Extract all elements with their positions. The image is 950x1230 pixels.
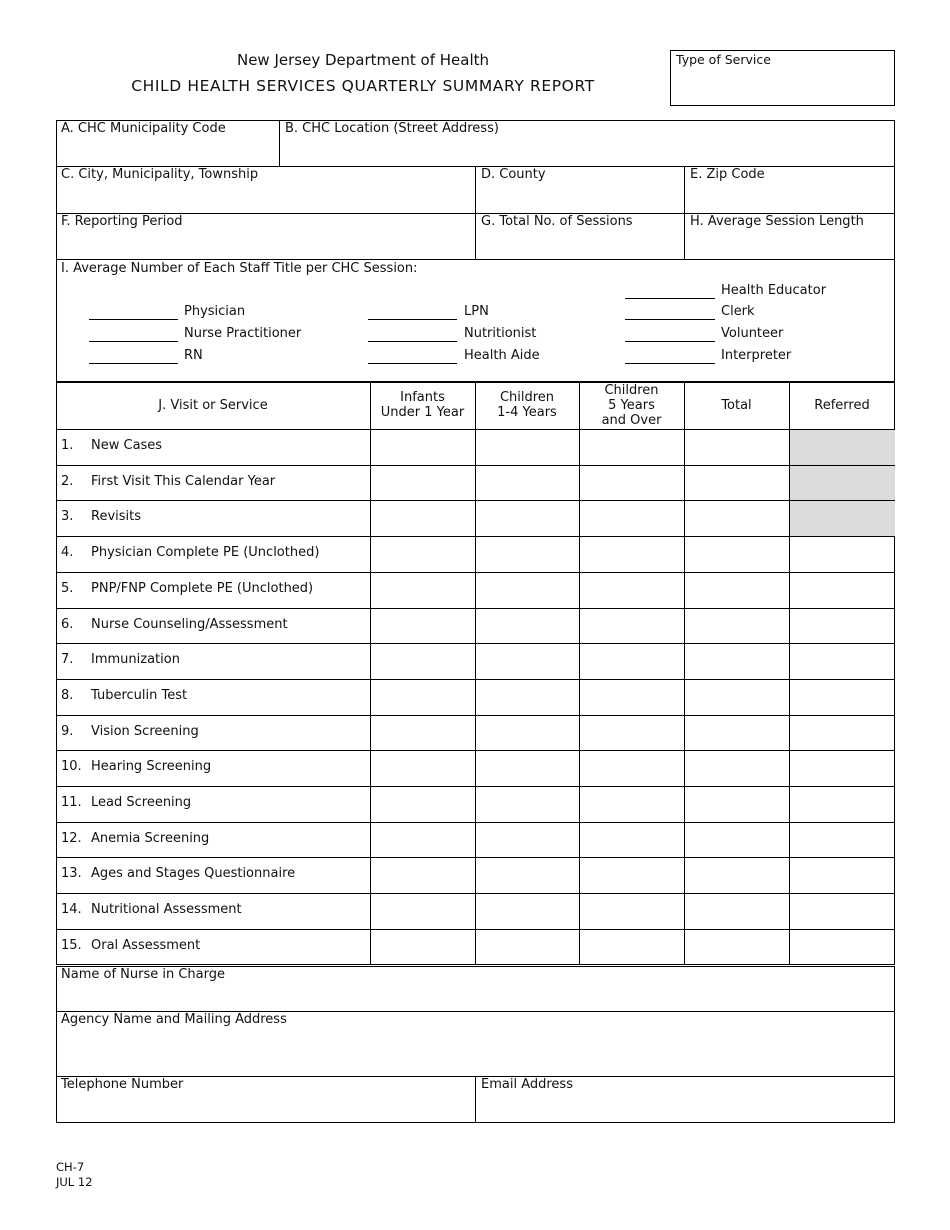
total-cell-input[interactable] [686,931,787,963]
clerk-blank[interactable] [625,319,715,320]
children-1-4-cell-input[interactable] [477,502,577,534]
row-label: Anemia Screening [91,830,210,846]
header-children-5-years: 5 Years [608,398,655,413]
total-cell-input[interactable] [686,645,787,677]
total-cell-input[interactable] [686,895,787,927]
nurse-in-charge-label: Name of Nurse in Charge [61,967,225,982]
interpreter-blank[interactable] [625,363,715,364]
row-number: 13. [61,866,82,882]
avg-session-length-input[interactable] [689,233,891,255]
children-5-over-cell-input[interactable] [581,788,682,820]
form-code: CH-7 [56,1160,85,1174]
nurse-practitioner-blank[interactable] [89,341,178,342]
children-1-4-cell-input[interactable] [477,538,577,570]
municipality-code-input[interactable] [60,140,275,162]
row-number: 2. [61,473,74,489]
row-label: New Cases [91,438,163,453]
children-5-over-cell-input[interactable] [581,574,682,606]
city-input[interactable] [60,186,470,208]
staff-lpn: LPN [464,304,489,319]
children-5-over-cell-input[interactable] [581,681,682,713]
row-number: 9. [61,723,74,739]
children-1-4-cell-input[interactable] [477,574,577,606]
children-5-over-cell-input[interactable] [581,824,682,856]
children-5-over-cell-input[interactable] [581,645,682,677]
field-b-label: B. CHC Location (Street Address) [285,121,499,136]
referred-cell-input[interactable] [791,574,893,606]
children-5-over-cell-input[interactable] [581,752,682,784]
total-cell-input[interactable] [686,717,787,749]
referred-cell-input[interactable] [791,610,893,642]
referred-cell-input[interactable] [791,788,893,820]
telephone-input[interactable] [60,1097,470,1119]
children-1-4-cell-input[interactable] [477,895,577,927]
shaded-cell [790,501,895,536]
row-number: 4. [61,545,74,561]
staff-volunteer: Volunteer [721,326,784,341]
total-cell-input[interactable] [686,502,787,534]
shaded-cell [790,466,895,501]
referred-cell-input[interactable] [791,645,893,677]
infants-cell-input[interactable] [372,859,473,891]
children-1-4-cell-input[interactable] [477,717,577,749]
infants-cell-input[interactable] [372,788,473,820]
row-number: 15. [61,937,82,953]
children-1-4-cell-input[interactable] [477,788,577,820]
row-number: 6. [61,616,74,632]
header-infants-age: Under 1 Year [380,405,465,420]
staff-heading: I. Average Number of Each Staff Title per CHC Session: [61,261,418,276]
nurse-in-charge-input[interactable] [60,986,890,1008]
row-label: Revisits [91,509,142,525]
agency-address-input[interactable] [60,1031,890,1073]
infants-cell-input[interactable] [372,431,473,463]
row-label: Immunization [91,652,180,668]
children-1-4-cell-input[interactable] [477,752,577,784]
total-cell-input[interactable] [686,431,787,463]
row-label: Ages and Stages Questionnaire [91,866,296,882]
row-label: Lead Screening [91,795,192,810]
row-number: 8. [61,687,74,703]
email-input[interactable] [480,1097,890,1119]
header-total: Total [721,398,752,413]
staff-health-aide: Health Aide [464,348,540,363]
header-children-1-4: Children [499,390,555,405]
referred-cell-input[interactable] [791,681,893,713]
reporting-period-input[interactable] [60,233,470,255]
referred-cell-input[interactable] [791,931,893,963]
field-d-label: D. County [481,167,546,182]
infants-cell-input[interactable] [372,824,473,856]
row-number: 5. [61,580,74,596]
total-cell-input[interactable] [686,824,787,856]
header-infants: Infants [400,390,445,405]
chc-location-input[interactable] [284,140,890,162]
staff-nutritionist: Nutritionist [464,326,537,341]
children-5-over-cell-input[interactable] [581,931,682,963]
header-children-1-4-age: 1-4 Years [497,405,557,420]
infants-cell-input[interactable] [372,717,473,749]
row-label: Nutritional Assessment [91,902,242,918]
staff-interpreter: Interpreter [721,348,792,363]
row-label: Hearing Screening [91,759,212,775]
agency-address-label: Agency Name and Mailing Address [61,1012,287,1027]
children-1-4-cell-input[interactable] [477,681,577,713]
children-1-4-cell-input[interactable] [477,467,577,499]
form-date: JUL 12 [56,1175,93,1189]
field-e-label: E. Zip Code [690,167,765,182]
children-5-over-cell-input[interactable] [581,431,682,463]
infants-cell-input[interactable] [372,645,473,677]
infants-cell-input[interactable] [372,610,473,642]
children-1-4-cell-input[interactable] [477,824,577,856]
children-1-4-cell-input[interactable] [477,610,577,642]
referred-cell-input[interactable] [791,895,893,927]
header-referred: Referred [814,398,870,413]
row-label: Nurse Counseling/Assessment [91,616,288,632]
total-sessions-input[interactable] [480,233,680,255]
total-cell-input[interactable] [686,610,787,642]
infants-cell-input[interactable] [372,467,473,499]
referred-cell-input[interactable] [791,752,893,784]
children-1-4-cell-input[interactable] [477,859,577,891]
field-h-label: H. Average Session Length [690,214,864,229]
total-cell-input[interactable] [686,859,787,891]
row-label: Physician Complete PE (Unclothed) [91,545,320,561]
total-cell-input[interactable] [686,681,787,713]
email-label: Email Address [481,1077,573,1092]
physician-blank[interactable] [89,319,178,320]
staff-health-educator: Health Educator [721,283,827,298]
children-5-over-cell-input[interactable] [581,467,682,499]
health-educator-blank[interactable] [625,298,715,299]
row-number: 7. [61,652,74,668]
field-c-label: C. City, Municipality, Township [61,167,259,182]
infants-cell-input[interactable] [372,538,473,570]
row-label: First Visit This Calendar Year [91,473,276,489]
lpn-blank[interactable] [368,319,457,320]
health-aide-blank[interactable] [368,363,457,364]
form-title: CHILD HEALTH SERVICES QUARTERLY SUMMARY REPORT [131,77,595,95]
field-a-label: A. CHC Municipality Code [61,121,226,136]
total-cell-input[interactable] [686,788,787,820]
agency-name: New Jersey Department of Health [236,51,489,69]
infants-cell-input[interactable] [372,895,473,927]
total-cell-input[interactable] [686,467,787,499]
row-label: Tuberculin Test [91,687,188,703]
type-of-service-box[interactable] [670,50,895,106]
field-g-label: G. Total No. of Sessions [481,214,633,229]
nutritionist-blank[interactable] [368,341,457,342]
header-visit-or-service: J. Visit or Service [158,398,268,413]
total-cell-input[interactable] [686,574,787,606]
header-children-5: Children [604,383,659,398]
volunteer-blank[interactable] [625,341,715,342]
header-children-5-over: and Over [601,413,662,428]
row-number: 11. [61,795,82,810]
infants-cell-input[interactable] [372,681,473,713]
rn-blank[interactable] [89,363,178,364]
total-cell-input[interactable] [686,538,787,570]
children-5-over-cell-input[interactable] [581,895,682,927]
infants-cell-input[interactable] [372,502,473,534]
children-5-over-cell-input[interactable] [581,538,682,570]
shaded-cell [790,430,895,465]
total-cell-input[interactable] [686,752,787,784]
staff-physician: Physician [184,304,246,319]
county-input[interactable] [480,186,680,208]
row-label: Oral Assessment [91,937,201,953]
children-5-over-cell-input[interactable] [581,717,682,749]
row-label: PNP/FNP Complete PE (Unclothed) [91,580,314,596]
staff-clerk: Clerk [721,304,755,319]
referred-cell-input[interactable] [791,538,893,570]
children-5-over-cell-input[interactable] [581,502,682,534]
children-1-4-cell-input[interactable] [477,645,577,677]
row-number: 3. [61,509,74,525]
zip-code-input[interactable] [689,186,891,208]
field-f-label: F. Reporting Period [61,214,183,229]
row-number: 12. [61,830,82,846]
staff-rn: RN [184,348,203,363]
referred-cell-input[interactable] [791,824,893,856]
row-number: 10. [61,759,82,775]
children-1-4-cell-input[interactable] [477,431,577,463]
row-number: 1. [61,438,74,453]
type-of-service-label: Type of Service [676,52,771,67]
children-5-over-cell-input[interactable] [581,859,682,891]
infants-cell-input[interactable] [372,931,473,963]
telephone-label: Telephone Number [61,1077,184,1092]
referred-cell-input[interactable] [791,859,893,891]
referred-cell-input[interactable] [791,717,893,749]
infants-cell-input[interactable] [372,752,473,784]
staff-nurse-practitioner: Nurse Practitioner [184,326,302,341]
children-5-over-cell-input[interactable] [581,610,682,642]
row-number: 14. [61,902,82,918]
children-1-4-cell-input[interactable] [477,931,577,963]
infants-cell-input[interactable] [372,574,473,606]
row-label: Vision Screening [91,723,199,739]
